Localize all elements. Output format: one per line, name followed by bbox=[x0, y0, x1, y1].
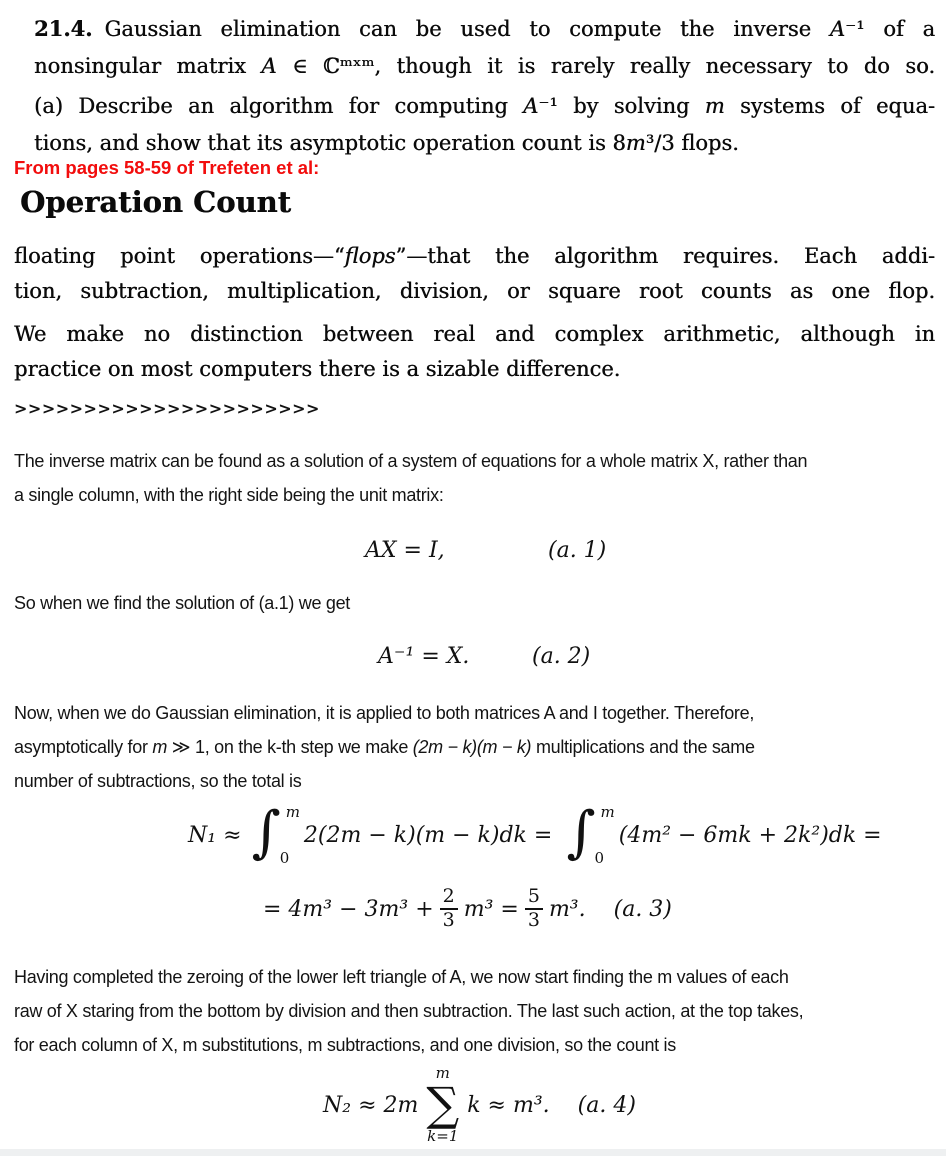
solution-para4-line-2: raw of X staring from the bottom by division and then subtraction. The last such action, at the top takes, bbox=[14, 1001, 804, 1021]
source-note: From pages 58-59 of Trefeten et al: bbox=[14, 157, 320, 178]
equation-a1-label: (a. 1) bbox=[548, 538, 607, 563]
solution-para2: So when we find the solution of (a.1) we get bbox=[14, 593, 351, 613]
solution-para3-line-3: number of subtractions, so the total is bbox=[14, 771, 302, 791]
separator-arrows: >>>>>>>>>>>>>>>>>>>>>> bbox=[14, 399, 320, 418]
solution-para3-line-1: Now, when we do Gaussian elimination, it is applied to both matrices A and I together. Therefore, bbox=[14, 703, 755, 723]
problem-part-a-line-1: (a) Describe an algorithm for computing A⁻¹ by solving m systems of equa- bbox=[34, 94, 935, 118]
equation-a3-t2: m³ = bbox=[463, 896, 519, 922]
excerpt-para1-line-1: floating point operations—“flops”—that the algorithm requires. Each addi- bbox=[14, 244, 935, 268]
equation-a3-lhs: N₁ ≈ bbox=[188, 822, 242, 848]
integral-glyph: ∫ bbox=[566, 800, 596, 865]
solution-para1-line-2: a single column, with the right side being the unit matrix: bbox=[14, 485, 444, 505]
bottom-edge-bar bbox=[0, 1149, 946, 1156]
fraction-two-thirds: $\frac{2}{3}$ bbox=[440, 886, 458, 932]
fraction-five-thirds: $\frac{5}{3}$ bbox=[525, 886, 543, 932]
equation-a3-label: (a. 3) bbox=[613, 896, 672, 922]
excerpt-para2-line-2: practice on most computers there is a sizable difference. bbox=[14, 357, 621, 381]
equation-a4-label: (a. 4) bbox=[577, 1092, 636, 1118]
equation-a2: A⁻¹ = X. bbox=[378, 644, 470, 669]
summation-sign bbox=[426, 1066, 459, 1143]
equation-a3-term-1: 2(2m − k)(m − k)dk = bbox=[303, 822, 553, 848]
problem-part-a-line-2: tions, and show that its asymptotic operation count is 8m³/3 flops. bbox=[34, 131, 739, 155]
equation-a3-line-1 bbox=[188, 797, 886, 873]
equation-a2-label: (a. 2) bbox=[532, 644, 591, 669]
equation-a4 bbox=[323, 1062, 636, 1148]
equation-a3-term-2: (4m² − 6mk + 2k²)dk = bbox=[618, 822, 882, 848]
equation-a3-line-2 bbox=[263, 878, 672, 940]
equation-a4-t1: N₂ ≈ 2m bbox=[323, 1092, 419, 1118]
excerpt-para2-line-1: We make no distinction between real and complex arithmetic, although in bbox=[14, 322, 935, 346]
integral-sign bbox=[251, 800, 300, 867]
integral-sign bbox=[566, 800, 615, 867]
equation-a3-t3: m³. bbox=[548, 896, 586, 922]
problem-statement-line-1: 21.4. Gaussian elimination can be used to compute the inverse A⁻¹ of a bbox=[34, 16, 935, 41]
integral-lower-limit: 0 bbox=[279, 849, 290, 867]
equation-a1: AX = I, bbox=[365, 538, 445, 563]
solution-para3-line-2: asymptotically for m ≫ 1, on the k-th step we make (2m − k)(m − k) multiplications and the same bbox=[14, 737, 755, 757]
equation-a3-t1: = 4m³ − 3m³ + bbox=[263, 896, 434, 922]
integral-glyph: ∫ bbox=[251, 800, 281, 865]
equation-a4-t2: k ≈ m³. bbox=[467, 1092, 550, 1118]
solution-para4-line-1: Having completed the zeroing of the lower left triangle of A, we now start finding the m values of each bbox=[14, 967, 789, 987]
excerpt-heading: Operation Count bbox=[20, 185, 291, 219]
solution-para4-line-3: for each column of X, m substitutions, m subtractions, and one division, so the count is bbox=[14, 1035, 676, 1055]
problem-statement-line-2: nonsingular matrix A ∈ ℂᵐˣᵐ, though it is rarely really necessary to do so. bbox=[34, 54, 935, 78]
solution-para1-line-1: The inverse matrix can be found as a solution of a system of equations for a whole matrix X, rather than bbox=[14, 451, 808, 471]
sum-lower-limit: k=1 bbox=[427, 1126, 459, 1145]
sigma-glyph: ∑ bbox=[426, 1077, 460, 1132]
integral-upper-limit: m bbox=[600, 803, 615, 821]
excerpt-para1-line-2: tion, subtraction, multiplication, division, or square root counts as one flop. bbox=[14, 279, 935, 303]
integral-lower-limit: 0 bbox=[594, 849, 605, 867]
integral-upper-limit: m bbox=[285, 803, 300, 821]
sum-upper-limit: m bbox=[435, 1064, 450, 1083]
